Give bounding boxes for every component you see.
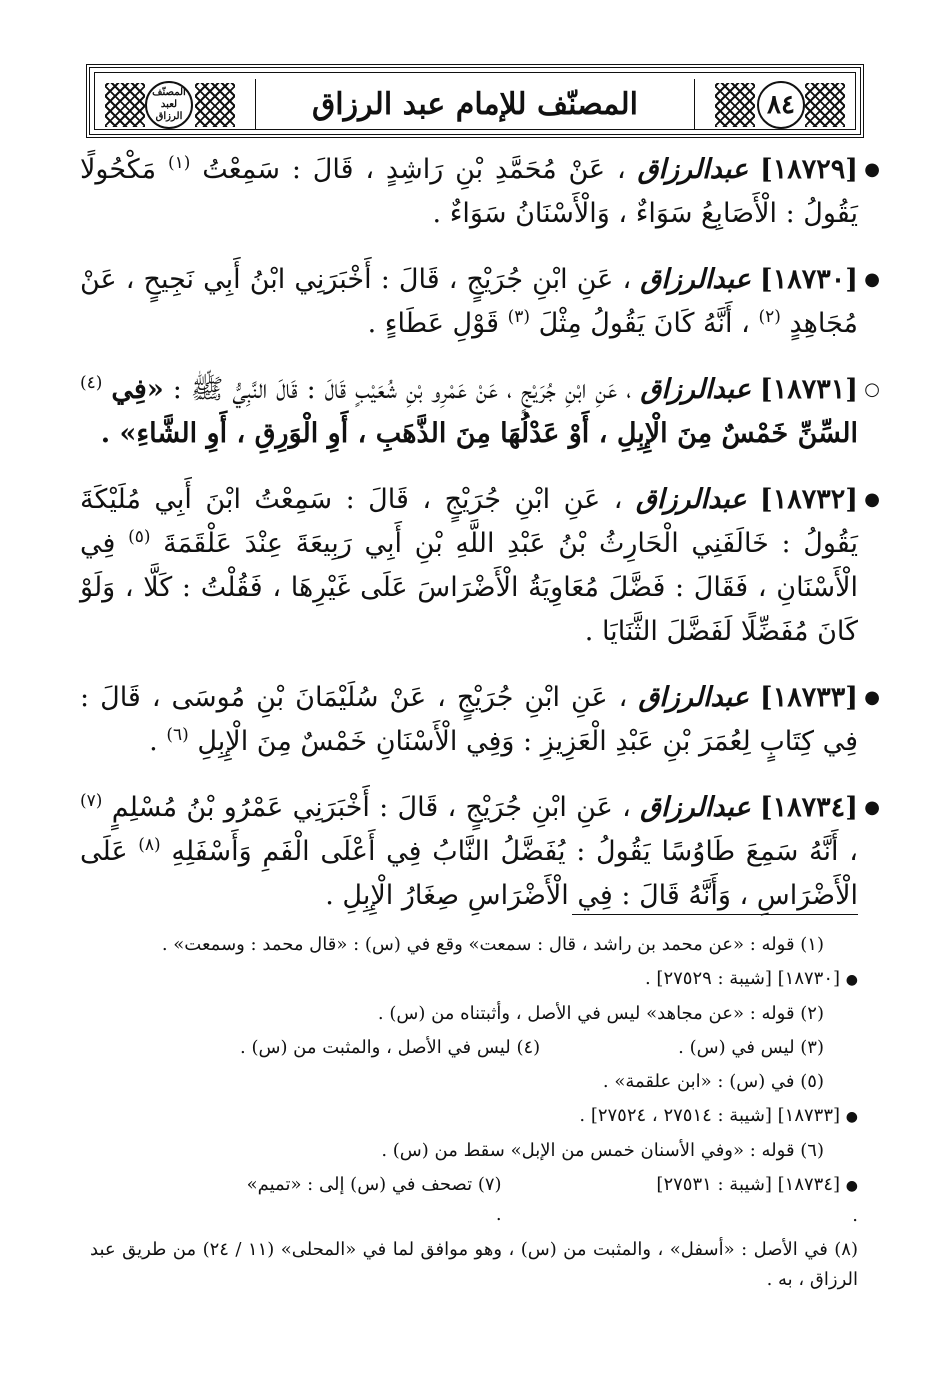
source-reference <box>502 1170 858 1231</box>
hadith-number: [١٨٧٣٤] <box>759 792 858 823</box>
lattice-ornament-icon <box>715 83 755 127</box>
author-name: عبدالرزاق <box>638 682 749 713</box>
footnote-3: (٣) ليس في (س) . <box>678 1037 824 1058</box>
hadith-text: ، عَنِ ابْنِ جُرَيْجٍ ، قَالَ : أَخْبَرَنِي ابْنُ أَبِي نَجِيحٍ ، عَنْ مُجَاهِدٍ <box>80 264 858 339</box>
footnote-row <box>90 1033 858 1063</box>
hadith-text: فِي الْأَسْنَانِ ، فَقَالَ : فَضَّلَ مُعَاوِيَةُ الْأَضْرَاسَ عَلَى غَيْرِهَا ، فَقُلْتُ : كَلَّا ، وَلَوْ كَانَ مُفَضِّلًا لَفَضَّلَ الثَّنَايَا . <box>80 528 858 647</box>
footnote-6: (٦) قوله : «وفي الأسنان خمس من الإبل» سقط من (س) . <box>381 1140 824 1161</box>
lattice-ornament-icon <box>105 83 145 127</box>
source-reference <box>90 1101 858 1132</box>
footnote-7: (٧) تصحف في (س) إلى : «تميم» . <box>246 1174 502 1225</box>
author-name: عبدالرزاق <box>640 792 751 823</box>
footnote-1: (١) قوله : «عن محمد بن راشد ، قال : سمعت» وقع في (س) : «قال محمد : وسمعت» . <box>161 934 824 955</box>
bullet-icon: ● <box>864 269 880 290</box>
bullet-icon: ● <box>864 687 880 708</box>
footnote-ref: (٦) <box>166 725 189 745</box>
hadith-number: [١٨٧٣٠] <box>759 264 858 295</box>
author-name: عبدالرزاق <box>637 154 749 185</box>
footnote-5: (٥) في (س) : «ابن علقمة» . <box>602 1071 824 1092</box>
footnote-separator <box>572 914 858 915</box>
book-emblem: المصنّف لعبد الرزاق <box>145 81 193 129</box>
hadith-text: ، عَنِ ابْنِ جُرَيْجٍ ، قَالَ : سَمِعْتُ ابْنَ أَبِي مُلَيْكَةَ يَقُولُ : خَالَفَنِي الْحَارِثُ بْنُ عَبْدِ اللَّهِ بْنِ أَبِي رَبِيعَةَ عِنْدَ عَلْقَمَةَ <box>80 484 858 559</box>
hadith-number: [١٨٧٢٩] <box>759 154 859 185</box>
source-reference-text: [١٨٧٣٠] [شيبة : ٢٧٥٢٩] . <box>644 968 841 989</box>
hadith-number: [١٨٧٣٣] <box>759 682 858 713</box>
footnote-4: (٤) ليس في الأصل ، والمثبت من (س) . <box>240 1037 541 1058</box>
hadith-number: [١٨٧٣١] <box>759 374 858 405</box>
source-reference <box>90 964 858 995</box>
author-name: عبدالرزاق <box>640 374 751 405</box>
hadith-number: [١٨٧٣٢] <box>759 484 858 515</box>
hadith-text: ، أَنَّهُ كَانَ يَقُولُ مِثْلَ <box>538 308 750 339</box>
author-name: عبدالرزاق <box>635 484 747 515</box>
hadith-18733 <box>80 676 880 764</box>
footnote-ref: (٨) <box>138 835 161 855</box>
source-reference-text: [١٨٧٣٤] [شيبة : ٢٧٥٣١] . <box>656 1174 858 1226</box>
hadith-text: ، عَنِ ابْنِ جُرَيْجٍ ، عَنْ عَمْرِو بْنِ شُعَيْبٍ قَالَ : قَالَ النَّبِيُّ ﷺ : <box>172 374 632 405</box>
footnote-ref: (٥) <box>128 527 151 547</box>
hadith-text: عَلَى الْأَضْرَاسِ ، وَأَنَّهُ قَالَ : فِي الْأَضْرَاسِ صِغَارُ الْإِبِلِ . <box>80 836 858 911</box>
main-text <box>80 148 880 940</box>
hadith-text: ، عَنِ ابْنِ جُرَيْجٍ ، عَنْ سُلَيْمَانَ بْنِ مُوسَى ، قَالَ : فِي كِتَابٍ لِعُمَرَ بْنِ عَبْدِ الْعَزِيزِ : وَفِي الْأَسْنَانِ خَمْسٌ مِنَ الْإِبِلِ <box>80 682 858 757</box>
bullet-icon: ● <box>845 972 858 988</box>
page-title: المصنّف للإمام عبد الرزاق <box>255 79 695 129</box>
footnote-row <box>90 1170 858 1231</box>
footnote-ref: (٤) <box>80 373 103 393</box>
prophetic-text: «فِي <box>111 374 164 405</box>
hadith-text: . <box>149 726 158 757</box>
hadith-text: ، أَنَّهُ سَمِعَ طَاوُسًا يَقُولُ : يُفَضَّلُ النَّابُ فِي أَعْلَى الْفَمِ وَأَسْفَلِهِ <box>171 836 858 867</box>
bullet-icon: ● <box>864 159 880 180</box>
page-header <box>86 64 864 138</box>
page-number: ٨٤ <box>757 81 805 129</box>
bullet-icon: ● <box>845 1178 858 1194</box>
circle-marker-icon: ○ <box>864 379 880 400</box>
hadith-18734 <box>80 786 880 918</box>
footnote-ref: (٢) <box>758 307 781 327</box>
footnote-ref: (٧) <box>80 791 103 811</box>
footnote-8: (٨) في الأصل : «أسفل» ، والمثبت من (س) ، وهو موافق لما في «المحلى» (١١ / ٢٤) من طريق عبد الرزاق ، به . <box>90 1239 858 1290</box>
hadith-text: ، عَنْ مُحَمَّدِ بْنِ رَاشِدٍ ، قَالَ : سَمِعْتُ <box>202 154 626 185</box>
footnote-2: (٢) قوله : «عن مجاهد» ليس في الأصل ، وأثبتناه من (س) . <box>377 1003 824 1024</box>
lattice-ornament-icon <box>195 83 235 127</box>
hadith-18730 <box>80 258 880 346</box>
hadith-18731 <box>80 368 880 456</box>
hadith-18729 <box>80 148 880 236</box>
bullet-icon: ● <box>864 797 880 818</box>
hadith-text: ، عَنِ ابْنِ جُرَيْجٍ ، قَالَ : أَخْبَرَنِي عَمْرُو بْنُ مُسْلِمٍ <box>111 792 631 823</box>
header-frame <box>94 72 856 130</box>
prophetic-text: السِّنِّ خَمْسٌ مِنَ الْإِبِلِ ، أَوْ عَدْلُهَا مِنَ الذَّهَبِ ، أَوِ الْوَرِقِ ، أَوِ الشَّاءِ» . <box>100 418 858 449</box>
bullet-icon: ● <box>864 489 880 510</box>
footnotes <box>90 930 858 1299</box>
author-name: عبدالرزاق <box>640 264 751 295</box>
hadith-text: قَوْلِ عَطَاءٍ . <box>367 308 499 339</box>
footnote-ref: (٣) <box>507 307 531 327</box>
footnote-ref: (١) <box>168 153 191 173</box>
hadith-18732 <box>80 478 880 654</box>
source-reference-text: [١٨٧٣٣] [شيبة : ٢٧٥١٤ ، ٢٧٥٢٤] . <box>579 1105 841 1126</box>
hadith-text: مَكْحُولًا يَقُولُ : الْأَصَابِعُ سَوَاءٌ ، وَالْأَسْنَانُ سَوَاءٌ . <box>80 154 858 229</box>
lattice-ornament-icon <box>805 83 845 127</box>
bullet-icon: ● <box>845 1109 858 1125</box>
